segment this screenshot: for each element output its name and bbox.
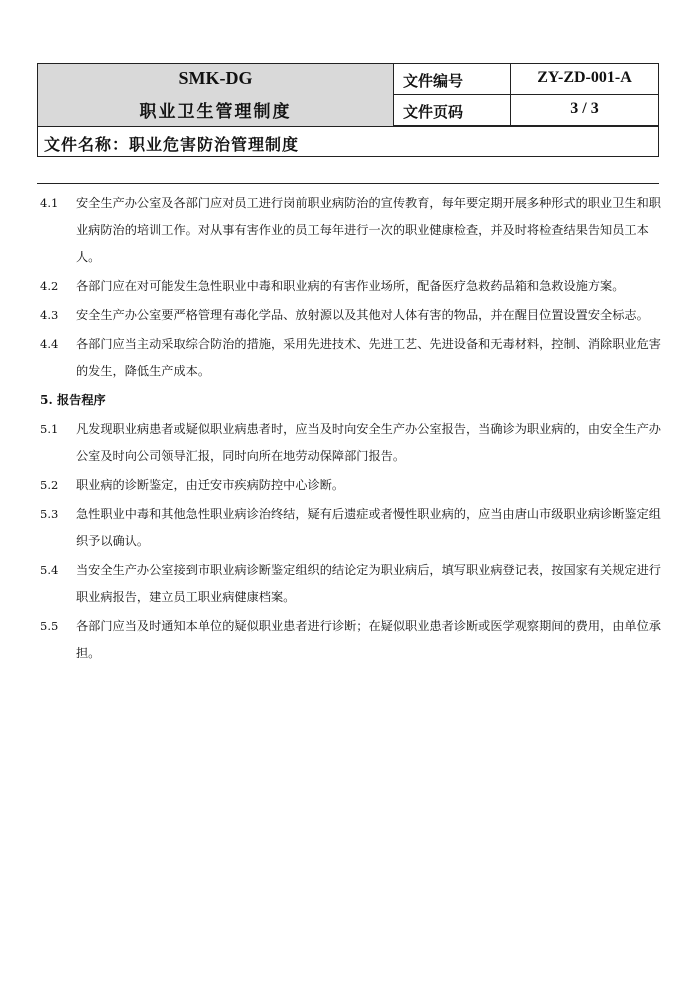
- doc-number-value: ZY-ZD-001-A: [511, 64, 658, 95]
- clause-text: 职业病的诊断鉴定，由迁安市疾病防控中心诊断。: [76, 478, 345, 492]
- document-header-table: [37, 63, 659, 157]
- clause-5-3: [40, 501, 662, 555]
- clause-number: 5.4: [40, 563, 59, 577]
- document-name: 文件名称：职业危害防治管理制度: [38, 126, 658, 157]
- doc-number-label: 文件编号: [394, 64, 511, 95]
- clause-5-2: [40, 472, 662, 499]
- clause-text: 各部门应当主动采取综合防治的措施，采用先进技术、先进工艺、先进设备和无毒材料，控制、消除职业危害的发生，降低生产成本。: [76, 337, 661, 378]
- clause-5-4: [40, 557, 662, 611]
- clause-text: 各部门应当及时通知本单位的疑似职业患者进行诊断；在疑似职业患者诊断或医学观察期间的费用，由单位承担。: [76, 619, 661, 660]
- clause-number: 5.3: [40, 507, 59, 521]
- company-code: SMK-DG: [178, 68, 253, 88]
- clause-number: 5.2: [40, 478, 59, 492]
- clause-text: 安全生产办公室要严格管理有毒化学品、放射源以及其他对人体有害的物品，并在醒目位置设置安全标志。: [76, 308, 649, 322]
- manual-title: 职业卫生管理制度: [139, 102, 292, 122]
- clause-text: 安全生产办公室及各部门应对员工进行岗前职业病防治的宣传教育，每年要定期开展多种形式的职业卫生和职业病防治的培训工作。对从事有害作业的员工每年进行一次的职业健康检查，并及时将检查结果告知员工本人。: [76, 196, 661, 264]
- clause-text: 凡发现职业病患者或疑似职业病患者时，应当及时向安全生产办公室报告，当确诊为职业病的，由安全生产办公室及时向公司领导汇报，同时向所在地劳动保障部门报告。: [76, 422, 661, 463]
- clause-text: 当安全生产办公室接到市职业病诊断鉴定组织的结论定为职业病后，填写职业病登记表，按国家有关规定进行职业病报告，建立员工职业病健康档案。: [76, 563, 661, 604]
- clause-number: 4.2: [40, 279, 59, 293]
- clause-number: 5.1: [40, 422, 59, 436]
- clause-4-1: [40, 190, 662, 271]
- document-body: [40, 190, 662, 669]
- clause-5-5: [40, 613, 662, 667]
- clause-number: 4.1: [40, 196, 59, 210]
- clause-4-3: [40, 302, 662, 329]
- clause-number: 4.3: [40, 308, 59, 322]
- clause-number: 5.5: [40, 619, 59, 633]
- page-number-label: 文件页码: [394, 95, 511, 126]
- clause-text: 各部门应在对可能发生急性职业中毒和职业病的有害作业场所，配备医疗急救药品箱和急救设施方案。: [76, 279, 625, 293]
- clause-5-1: [40, 416, 662, 470]
- section-heading: 5. 报告程序: [40, 393, 106, 407]
- header-title-block: [38, 64, 394, 126]
- clause-number: 4.4: [40, 337, 59, 351]
- header-divider: [37, 183, 659, 184]
- page-number-value: 3 / 3: [511, 95, 658, 126]
- clause-text: 急性职业中毒和其他急性职业病诊治终结，疑有后遗症或者慢性职业病的，应当由唐山市级职业病诊断鉴定组织予以确认。: [76, 507, 661, 548]
- clause-4-4: [40, 331, 662, 385]
- clause-4-2: [40, 273, 662, 300]
